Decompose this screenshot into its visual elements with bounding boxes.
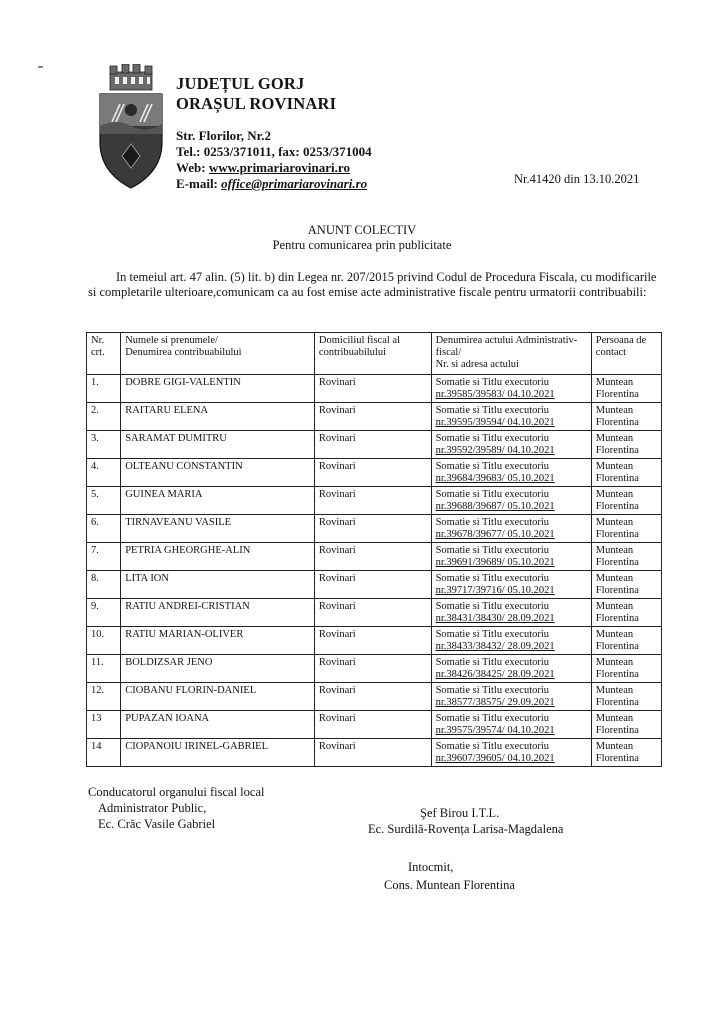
- act-number: nr.38433/38432/ 28.09.2021: [435, 641, 555, 652]
- cell-contact: [591, 543, 661, 571]
- table-row: [87, 655, 662, 683]
- signature-left-title: Administrator Public,: [98, 801, 207, 815]
- contact-surname: Muntean: [595, 377, 634, 388]
- cell-nr: [87, 571, 121, 599]
- signature-mid-title: Şef Birou I.T.L.: [420, 806, 500, 820]
- act-name: Somatie si Titlu executoriu: [435, 713, 550, 724]
- email-line: [176, 176, 372, 192]
- cell-nr: [87, 375, 121, 403]
- contact-firstname: Florentina: [595, 613, 639, 624]
- cell-contact: [591, 515, 661, 543]
- taxpayer-name: LITA ION: [125, 573, 169, 584]
- cell-domicile: [314, 739, 431, 767]
- row-number: 1.: [91, 377, 99, 388]
- contact-surname: Muntean: [595, 433, 634, 444]
- act-name: Somatie si Titlu executoriu: [435, 601, 550, 612]
- cell-name: [121, 711, 315, 739]
- row-number: 12.: [91, 685, 105, 696]
- signature-left-role: Conducatorul organului fiscal local: [88, 785, 265, 799]
- act-number: nr.38577/38575/ 29.09.2021: [435, 697, 555, 708]
- row-number: 4.: [91, 461, 99, 472]
- cell-name: [121, 459, 315, 487]
- header-pers-line1: Persoana de: [595, 335, 647, 346]
- cell-nr: [87, 655, 121, 683]
- header-name-line2: Denumirea contribuabilului: [125, 347, 242, 358]
- row-number: 13: [91, 713, 102, 724]
- reference-number: Nr.41420 din 13.10.2021: [514, 172, 640, 186]
- contact-firstname: Florentina: [595, 725, 639, 736]
- taxpayer-name: CIOPANOIU IRINEL-GABRIEL: [125, 741, 269, 752]
- header-act: [431, 333, 591, 375]
- cell-act: [431, 403, 591, 431]
- table-row: [87, 375, 662, 403]
- taxpayer-name: RATIU ANDREI-CRISTIAN: [125, 601, 250, 612]
- header-name-line1: Numele si prenumele/: [125, 335, 218, 346]
- act-name: Somatie si Titlu executoriu: [435, 377, 550, 388]
- taxpayer-name: OLTEANU CONSTANTIN: [125, 461, 243, 472]
- cell-domicile: [314, 375, 431, 403]
- table-row: [87, 515, 662, 543]
- act-number: nr.39592/39589/ 04.10.2021: [435, 445, 555, 456]
- cell-domicile: [314, 543, 431, 571]
- act-number: nr.39678/39677/ 05.10.2021: [435, 529, 555, 540]
- cell-name: [121, 627, 315, 655]
- table-row: [87, 683, 662, 711]
- cell-contact: [591, 683, 661, 711]
- web-line: [176, 160, 372, 176]
- web-label: Web:: [176, 160, 209, 175]
- cell-contact: [591, 571, 661, 599]
- taxpayers-table: [86, 332, 662, 767]
- taxpayer-name: CIOBANU FLORIN-DANIEL: [125, 685, 257, 696]
- cell-nr: [87, 599, 121, 627]
- document-title: ANUNT COLECTIV: [307, 223, 417, 237]
- taxpayer-domicile: Rovinari: [318, 685, 356, 696]
- contact-surname: Muntean: [595, 489, 634, 500]
- contact-surname: Muntean: [595, 629, 634, 640]
- document-subtitle: Pentru comunicarea prin publicitate: [272, 238, 452, 252]
- act-number: nr.38431/38430/ 28.09.2021: [435, 613, 555, 624]
- contact-surname: Muntean: [595, 685, 634, 696]
- cell-name: [121, 403, 315, 431]
- intro-paragraph: [88, 270, 658, 300]
- cell-contact: [591, 403, 661, 431]
- taxpayer-name: DOBRE GIGI-VALENTIN: [125, 377, 241, 388]
- contact-firstname: Florentina: [595, 445, 639, 456]
- act-name: Somatie si Titlu executoriu: [435, 629, 550, 640]
- county-name: JUDEȚUL GORJ: [176, 74, 305, 93]
- cell-act: [431, 571, 591, 599]
- cell-nr: [87, 515, 121, 543]
- act-number: nr.39688/39687/ 05.10.2021: [435, 501, 555, 512]
- cell-act: [431, 739, 591, 767]
- header-domicile: [314, 333, 431, 375]
- phone-fax: Tel.: 0253/371011, fax: 0253/371004: [176, 144, 372, 159]
- taxpayer-domicile: Rovinari: [318, 601, 356, 612]
- scan-mark: [38, 66, 43, 68]
- act-number: nr.39607/39605/ 04.10.2021: [435, 753, 555, 764]
- cell-contact: [591, 599, 661, 627]
- contact-firstname: Florentina: [595, 501, 639, 512]
- cell-act: [431, 431, 591, 459]
- row-number: 11.: [91, 657, 104, 668]
- cell-act: [431, 515, 591, 543]
- signature-mid-name: Ec. Surdilă-Rovența Larisa-Magdalena: [368, 822, 564, 836]
- row-number: 2.: [91, 405, 99, 416]
- cell-domicile: [314, 431, 431, 459]
- cell-name: [121, 739, 315, 767]
- contact-firstname: Florentina: [595, 753, 639, 764]
- contact-firstname: Florentina: [595, 641, 639, 652]
- act-name: Somatie si Titlu executoriu: [435, 405, 550, 416]
- cell-domicile: [314, 711, 431, 739]
- contact-firstname: Florentina: [595, 389, 639, 400]
- contact-surname: Muntean: [595, 601, 634, 612]
- cell-name: [121, 599, 315, 627]
- cell-nr: [87, 627, 121, 655]
- header-nr-line2: crt.: [91, 347, 105, 358]
- signature-left-name: Ec. Crăc Vasile Gabriel: [98, 817, 216, 831]
- taxpayer-domicile: Rovinari: [318, 377, 356, 388]
- cell-domicile: [314, 683, 431, 711]
- cell-act: [431, 683, 591, 711]
- cell-nr: [87, 683, 121, 711]
- act-number: nr.39575/39574/ 04.10.2021: [435, 725, 555, 736]
- taxpayer-name: PETRIA GHEORGHE-ALIN: [125, 545, 251, 556]
- web-link[interactable]: www.primariarovinari.ro: [208, 160, 350, 175]
- cell-domicile: [314, 627, 431, 655]
- taxpayer-domicile: Rovinari: [318, 405, 356, 416]
- table-row: [87, 543, 662, 571]
- intro-text: In temeiul art. 47 alin. (5) lit. b) din Legea nr. 207/2015 privind Codul de Procedura Fiscala, cu modificarile si completarile ulterioare,comunicam ca au fost emise acte administrative fiscale pentru urmatorii contribuabili:: [88, 270, 657, 299]
- table-row: [87, 459, 662, 487]
- taxpayer-name: RAITARU ELENA: [125, 405, 209, 416]
- row-number: 6.: [91, 517, 99, 528]
- table-row: [87, 627, 662, 655]
- table-row: [87, 599, 662, 627]
- cell-nr: [87, 431, 121, 459]
- table-header-row: [87, 333, 662, 375]
- contact-firstname: Florentina: [595, 585, 639, 596]
- taxpayer-domicile: Rovinari: [318, 713, 356, 724]
- taxpayer-domicile: Rovinari: [318, 741, 356, 752]
- cell-name: [121, 487, 315, 515]
- act-number: nr.39585/39583/ 04.10.2021: [435, 389, 555, 400]
- cell-nr: [87, 403, 121, 431]
- taxpayer-name: BOLDIZSAR JENO: [125, 657, 213, 668]
- contact-firstname: Florentina: [595, 557, 639, 568]
- table-row: [87, 487, 662, 515]
- cell-nr: [87, 459, 121, 487]
- contact-surname: Muntean: [595, 461, 634, 472]
- cell-domicile: [314, 571, 431, 599]
- cell-act: [431, 487, 591, 515]
- act-number: nr.39595/39594/ 04.10.2021: [435, 417, 555, 428]
- row-number: 7.: [91, 545, 99, 556]
- taxpayer-name: PUPAZAN IOANA: [125, 713, 210, 724]
- table-row: [87, 431, 662, 459]
- cell-act: [431, 599, 591, 627]
- table-row: [87, 739, 662, 767]
- row-number: 5.: [91, 489, 99, 500]
- act-name: Somatie si Titlu executoriu: [435, 657, 550, 668]
- signature-bottom-name: Cons. Muntean Florentina: [384, 878, 515, 892]
- header-act-line3: Nr. si adresa actului: [435, 359, 519, 370]
- contact-firstname: Florentina: [595, 669, 639, 680]
- cell-contact: [591, 655, 661, 683]
- cell-name: [121, 375, 315, 403]
- taxpayer-domicile: Rovinari: [318, 461, 356, 472]
- cell-act: [431, 711, 591, 739]
- cell-name: [121, 655, 315, 683]
- row-number: 9.: [91, 601, 99, 612]
- header-name: [121, 333, 315, 375]
- signature-bottom-title: Intocmit,: [408, 860, 454, 874]
- table-body: [87, 375, 662, 767]
- contact-firstname: Florentina: [595, 529, 639, 540]
- cell-domicile: [314, 655, 431, 683]
- contact-surname: Muntean: [595, 545, 634, 556]
- header-nr-line1: Nr.: [91, 335, 105, 346]
- row-number: 10.: [91, 629, 105, 640]
- taxpayer-name: SARAMAT DUMITRU: [125, 433, 227, 444]
- letterhead: [176, 74, 372, 192]
- cell-name: [121, 571, 315, 599]
- cell-domicile: [314, 487, 431, 515]
- contact-firstname: Florentina: [595, 417, 639, 428]
- cell-name: [121, 683, 315, 711]
- cell-name: [121, 431, 315, 459]
- taxpayer-domicile: Rovinari: [318, 517, 356, 528]
- email-link[interactable]: office@primariarovinari.ro: [221, 176, 368, 191]
- act-number: nr.39691/39689/ 05.10.2021: [435, 557, 555, 568]
- cell-contact: [591, 375, 661, 403]
- contact-surname: Muntean: [595, 657, 634, 668]
- cell-nr: [87, 711, 121, 739]
- taxpayer-name: GUINEA MARIA: [125, 489, 203, 500]
- cell-domicile: [314, 599, 431, 627]
- row-number: 8.: [91, 573, 99, 584]
- act-number: nr.38426/38425/ 28.09.2021: [435, 669, 555, 680]
- city-crest-icon: [96, 64, 166, 190]
- act-name: Somatie si Titlu executoriu: [435, 433, 550, 444]
- taxpayer-domicile: Rovinari: [318, 657, 356, 668]
- row-number: 14: [91, 741, 102, 752]
- email-label: E-mail:: [176, 176, 222, 191]
- cell-contact: [591, 459, 661, 487]
- header-contact: [591, 333, 661, 375]
- table-row: [87, 711, 662, 739]
- cell-contact: [591, 627, 661, 655]
- cell-contact: [591, 711, 661, 739]
- cell-act: [431, 655, 591, 683]
- act-name: Somatie si Titlu executoriu: [435, 573, 550, 584]
- taxpayer-name: RATIU MARIAN-OLIVER: [125, 629, 244, 640]
- act-name: Somatie si Titlu executoriu: [435, 685, 550, 696]
- taxpayer-name: TIRNAVEANU VASILE: [125, 517, 232, 528]
- cell-nr: [87, 739, 121, 767]
- contact-firstname: Florentina: [595, 697, 639, 708]
- taxpayer-domicile: Rovinari: [318, 629, 356, 640]
- header-dom-line1: Domiciliul fiscal al: [318, 335, 400, 346]
- contact-firstname: Florentina: [595, 473, 639, 484]
- cell-act: [431, 627, 591, 655]
- taxpayer-domicile: Rovinari: [318, 489, 356, 500]
- contact-surname: Muntean: [595, 517, 634, 528]
- cell-contact: [591, 739, 661, 767]
- act-name: Somatie si Titlu executoriu: [435, 741, 550, 752]
- cell-nr: [87, 487, 121, 515]
- table-row: [87, 403, 662, 431]
- header-act-line2: fiscal/: [435, 347, 462, 358]
- contact-surname: Muntean: [595, 405, 634, 416]
- taxpayer-domicile: Rovinari: [318, 433, 356, 444]
- cell-act: [431, 375, 591, 403]
- contact-surname: Muntean: [595, 713, 634, 724]
- cell-nr: [87, 543, 121, 571]
- contact-surname: Muntean: [595, 573, 634, 584]
- act-name: Somatie si Titlu executoriu: [435, 517, 550, 528]
- header-nr: [87, 333, 121, 375]
- header-act-line1: Denumirea actului Administrativ-: [435, 335, 578, 346]
- cell-domicile: [314, 459, 431, 487]
- address: Str. Florilor, Nr.2: [176, 128, 271, 143]
- header-pers-line2: contact: [595, 347, 627, 358]
- act-name: Somatie si Titlu executoriu: [435, 545, 550, 556]
- cell-contact: [591, 487, 661, 515]
- table-row: [87, 571, 662, 599]
- cell-act: [431, 459, 591, 487]
- town-name: ORAȘUL ROVINARI: [176, 94, 337, 113]
- row-number: 3.: [91, 433, 99, 444]
- cell-name: [121, 515, 315, 543]
- cell-act: [431, 543, 591, 571]
- taxpayer-domicile: Rovinari: [318, 573, 356, 584]
- header-dom-line2: contribuabilului: [318, 347, 386, 358]
- act-name: Somatie si Titlu executoriu: [435, 461, 550, 472]
- act-name: Somatie si Titlu executoriu: [435, 489, 550, 500]
- cell-domicile: [314, 515, 431, 543]
- act-number: nr.39717/39716/ 05.10.2021: [435, 585, 555, 596]
- cell-domicile: [314, 403, 431, 431]
- cell-contact: [591, 431, 661, 459]
- cell-name: [121, 543, 315, 571]
- contact-surname: Muntean: [595, 741, 634, 752]
- act-number: nr.39684/39683/ 05.10.2021: [435, 473, 555, 484]
- taxpayer-domicile: Rovinari: [318, 545, 356, 556]
